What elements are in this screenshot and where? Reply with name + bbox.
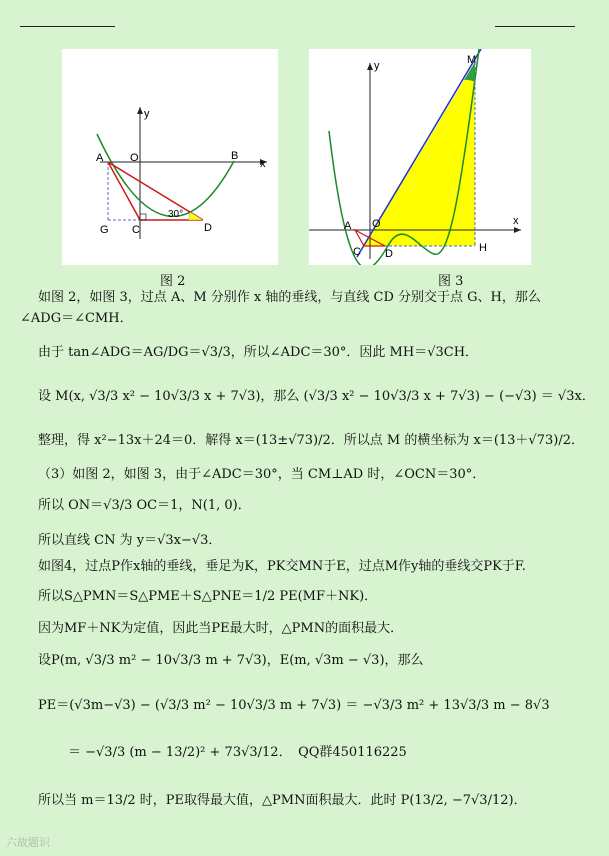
y-axis-arrow-icon (367, 63, 373, 70)
label-g: G (100, 224, 109, 236)
text-line-13: PE＝(√3m−√3) − (√3/3 m² − 10√3/3 m + 7√3) ＝ −√3/3 m² + 13√3/3 m − 8√3 (38, 698, 550, 713)
label-angle: 30° (168, 209, 184, 220)
figure-2 (62, 49, 278, 265)
figure-2-graph (62, 49, 278, 265)
label-o: O (372, 218, 381, 230)
line-ac (108, 162, 140, 220)
text-line-8: 所以直线 CN 为 y＝√3x−√3． (38, 533, 222, 548)
angle-mark-d (188, 212, 203, 220)
y-axis-arrow-icon (137, 107, 143, 114)
text-line-11: 因为MF＋NK为定值，因此当PE最大时，△PMN的面积最大． (38, 621, 404, 636)
parabola (97, 134, 234, 216)
label-c: C (132, 224, 140, 236)
text-line-7: 所以 ON＝√3/3 OC＝1，N(1, 0)． (38, 498, 251, 513)
text-line-2: ∠ADG＝∠CMH． (20, 311, 133, 326)
label-x: x (513, 215, 519, 227)
x-axis-arrow-icon (514, 227, 521, 233)
label-x: x (260, 158, 266, 170)
right-angle-mark-c (140, 214, 146, 220)
header-rule-left (20, 26, 115, 27)
label-y: y (374, 60, 380, 72)
label-b: B (231, 150, 239, 162)
label-d: D (204, 222, 212, 234)
text-line-1: 如图 2，如图 3，过点 A、M 分别作 x 轴的垂线，与直线 CD 分别交于点 G、H，那么 (38, 290, 541, 305)
text-line-14: ＝ −√3/3 (m − 13/2)² + 73√3/12． QQ群450116225 (68, 745, 407, 760)
text-line-3: 由于 tan∠ADG＝AG/DG＝√3/3，所以∠ADC＝30°．因此 MH＝√3CH． (38, 345, 479, 360)
label-o: O (130, 152, 139, 164)
header-rule-right (495, 26, 575, 27)
label-a: A (96, 152, 104, 164)
text-line-10: 所以S△PMN＝S△PME＋S△PNE＝1/2 PE(MF＋NK)． (38, 589, 378, 604)
label-y: y (144, 108, 150, 120)
watermark: 六故题识 (6, 837, 50, 849)
label-c: C (353, 246, 361, 258)
figure-3-graph (309, 49, 531, 265)
label-a: A (344, 220, 352, 232)
text-line-4: 设 M(x, √3/3 x² − 10√3/3 x + 7√3)，那么 (√3/3 x² − 10√3/3 x + 7√3) − (−√3) ＝ √3x． (38, 389, 595, 404)
label-h: H (479, 242, 487, 254)
figure-3-caption: 图 3 (438, 274, 464, 289)
text-line-6: （3）如图 2，如图 3，由于∠ADC＝30°，当 CM⊥AD 时，∠OCN＝30°． (38, 467, 486, 482)
text-line-9: 如图4，过点P作x轴的垂线，垂足为K，PK交MN于E，过点M作y轴的垂线交PK于F. (38, 559, 526, 574)
text-line-15: 所以当 m＝13/2 时，PE取得最大值，△PMN面积最大．此时 P(13/2, −7√3/12)． (38, 793, 527, 808)
text-line-5: 整理，得 x²−13x＋24＝0．解得 x＝(13±√73)/2．所以点 M 的横坐标为 x＝(13＋√73)/2． (38, 433, 584, 448)
label-d: D (385, 248, 393, 260)
text-line-12: 设P(m, √3/3 m² − 10√3/3 m + 7√3)，E(m, √3m − √3)，那么 (38, 653, 424, 668)
figure-2-caption: 图 2 (160, 274, 186, 289)
figure-3 (309, 49, 531, 265)
label-m: M (467, 54, 477, 66)
